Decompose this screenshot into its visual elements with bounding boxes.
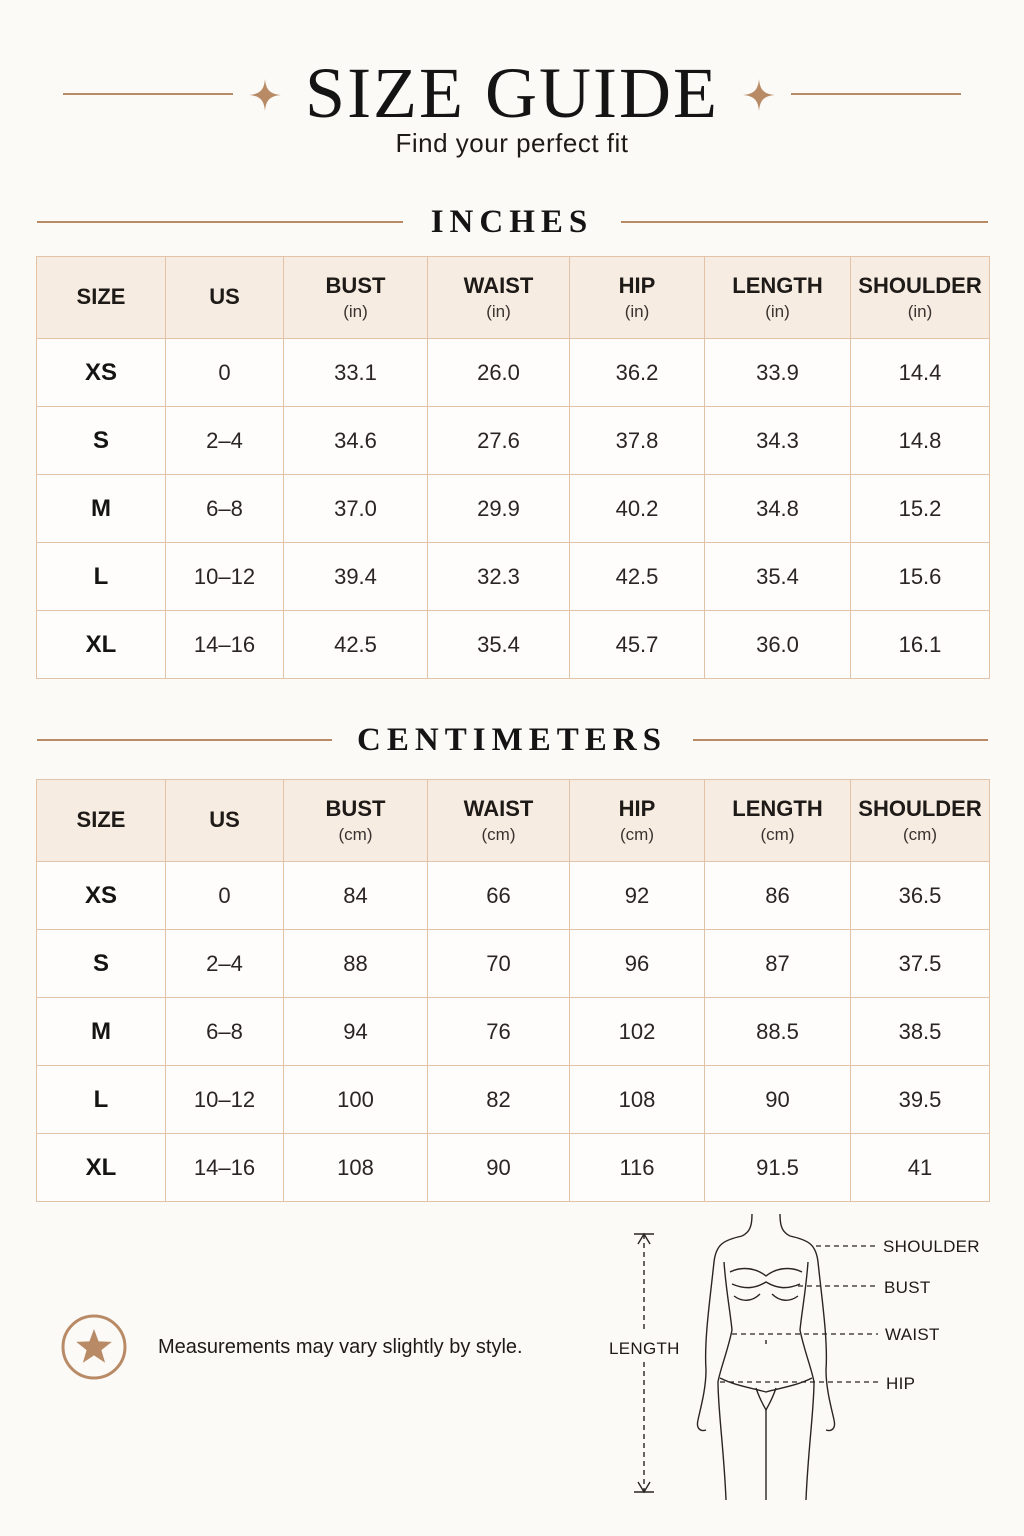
waist-cell: 66 <box>428 862 570 930</box>
shoulder-cell: 14.8 <box>851 407 990 475</box>
bust-cell: 88 <box>284 930 428 998</box>
shoulder-cell: 14.4 <box>851 339 990 407</box>
hip-cell: 116 <box>570 1134 705 1202</box>
us-cell: 6–8 <box>166 475 284 543</box>
size-cell: M <box>37 475 166 543</box>
us-cell: 14–16 <box>166 1134 284 1202</box>
table-row <box>37 1134 990 1202</box>
waist-cell: 35.4 <box>428 611 570 679</box>
waist-cell: 90 <box>428 1134 570 1202</box>
bust-cell: 94 <box>284 998 428 1066</box>
centimeters-section-title: CENTIMETERS <box>357 722 667 758</box>
measurement-note: Measurements may vary slightly by style. <box>158 1336 523 1358</box>
column-header-shoulder: SHOULDER (in) <box>851 257 990 339</box>
us-cell: 10–12 <box>166 1066 284 1134</box>
table-row <box>37 611 990 679</box>
bust-label: BUST <box>884 1278 931 1297</box>
us-cell: 10–12 <box>166 543 284 611</box>
bust-cell: 42.5 <box>284 611 428 679</box>
inches-section-heading <box>0 204 1024 244</box>
header-right-rule <box>791 93 961 95</box>
waist-cell: 26.0 <box>428 339 570 407</box>
table-row <box>37 1066 990 1134</box>
inches-section-title: INCHES <box>430 204 594 240</box>
us-cell: 0 <box>166 339 284 407</box>
bust-cell: 108 <box>284 1134 428 1202</box>
column-header-bust: BUST (in) <box>284 257 428 339</box>
hip-cell: 92 <box>570 862 705 930</box>
column-header-waist: WAIST (in) <box>428 257 570 339</box>
section-right-rule <box>621 221 988 223</box>
column-header-size: SIZE <box>37 257 166 339</box>
size-cell: XS <box>37 862 166 930</box>
size-cell: XL <box>37 611 166 679</box>
us-cell: 2–4 <box>166 407 284 475</box>
waist-cell: 70 <box>428 930 570 998</box>
hip-cell: 102 <box>570 998 705 1066</box>
size-cell: M <box>37 998 166 1066</box>
page-subtitle: Find your perfect fit <box>395 128 629 158</box>
bust-cell: 100 <box>284 1066 428 1134</box>
section-right-rule <box>693 739 988 741</box>
shoulder-cell: 37.5 <box>851 930 990 998</box>
hip-cell: 108 <box>570 1066 705 1134</box>
table-row <box>37 543 990 611</box>
shoulder-cell: 39.5 <box>851 1066 990 1134</box>
hip-cell: 45.7 <box>570 611 705 679</box>
table-row <box>37 862 990 930</box>
table-row <box>37 407 990 475</box>
length-cell: 87 <box>705 930 851 998</box>
column-header-length: LENGTH (cm) <box>705 780 851 862</box>
hip-cell: 42.5 <box>570 543 705 611</box>
size-cell: S <box>37 930 166 998</box>
us-cell: 2–4 <box>166 930 284 998</box>
waist-cell: 76 <box>428 998 570 1066</box>
shoulder-cell: 15.2 <box>851 475 990 543</box>
bust-cell: 39.4 <box>284 543 428 611</box>
column-header-hip: HIP (in) <box>570 257 705 339</box>
column-header-waist: WAIST (cm) <box>428 780 570 862</box>
column-header-bust: BUST (cm) <box>284 780 428 862</box>
hip-cell: 36.2 <box>570 339 705 407</box>
column-header-size: SIZE <box>37 780 166 862</box>
length-cell: 86 <box>705 862 851 930</box>
table-row <box>37 339 990 407</box>
table-row <box>37 475 990 543</box>
length-cell: 88.5 <box>705 998 851 1066</box>
size-cell: L <box>37 1066 166 1134</box>
size-cell: S <box>37 407 166 475</box>
size-cell: L <box>37 543 166 611</box>
column-header-us: US <box>166 780 284 862</box>
shoulder-cell: 41 <box>851 1134 990 1202</box>
hip-cell: 37.8 <box>570 407 705 475</box>
length-cell: 34.8 <box>705 475 851 543</box>
waist-cell: 82 <box>428 1066 570 1134</box>
waist-cell: 29.9 <box>428 475 570 543</box>
us-cell: 14–16 <box>166 611 284 679</box>
shoulder-label: SHOULDER <box>883 1237 980 1256</box>
us-cell: 6–8 <box>166 998 284 1066</box>
inches-size-table <box>36 256 990 679</box>
page-title: SIZE GUIDE <box>305 53 719 133</box>
centimeters-size-table <box>36 779 990 1202</box>
column-header-length: LENGTH (in) <box>705 257 851 339</box>
column-header-us: US <box>166 257 284 339</box>
table-header-row <box>37 257 990 339</box>
column-header-shoulder: SHOULDER (cm) <box>851 780 990 862</box>
bust-cell: 84 <box>284 862 428 930</box>
column-header-hip: HIP (cm) <box>570 780 705 862</box>
table-row <box>37 998 990 1066</box>
star-icon <box>60 1313 128 1381</box>
shoulder-cell: 36.5 <box>851 862 990 930</box>
us-cell: 0 <box>166 862 284 930</box>
length-cell: 90 <box>705 1066 851 1134</box>
size-cell: XS <box>37 339 166 407</box>
body-measurement-figure <box>596 1210 996 1510</box>
bust-cell: 37.0 <box>284 475 428 543</box>
size-cell: XL <box>37 1134 166 1202</box>
hip-cell: 96 <box>570 930 705 998</box>
waist-label: WAIST <box>885 1325 940 1344</box>
length-cell: 36.0 <box>705 611 851 679</box>
waist-cell: 32.3 <box>428 543 570 611</box>
length-cell: 35.4 <box>705 543 851 611</box>
length-label: LENGTH <box>609 1339 680 1358</box>
centimeters-section-heading <box>0 722 1024 762</box>
length-cell: 34.3 <box>705 407 851 475</box>
shoulder-cell: 16.1 <box>851 611 990 679</box>
bust-cell: 33.1 <box>284 339 428 407</box>
table-row <box>37 930 990 998</box>
shoulder-cell: 15.6 <box>851 543 990 611</box>
sparkle-icon <box>742 78 776 112</box>
page-header <box>0 40 1024 170</box>
hip-label: HIP <box>886 1374 916 1393</box>
table-header-row <box>37 780 990 862</box>
shoulder-cell: 38.5 <box>851 998 990 1066</box>
length-cell: 33.9 <box>705 339 851 407</box>
waist-cell: 27.6 <box>428 407 570 475</box>
length-cell: 91.5 <box>705 1134 851 1202</box>
bust-cell: 34.6 <box>284 407 428 475</box>
hip-cell: 40.2 <box>570 475 705 543</box>
